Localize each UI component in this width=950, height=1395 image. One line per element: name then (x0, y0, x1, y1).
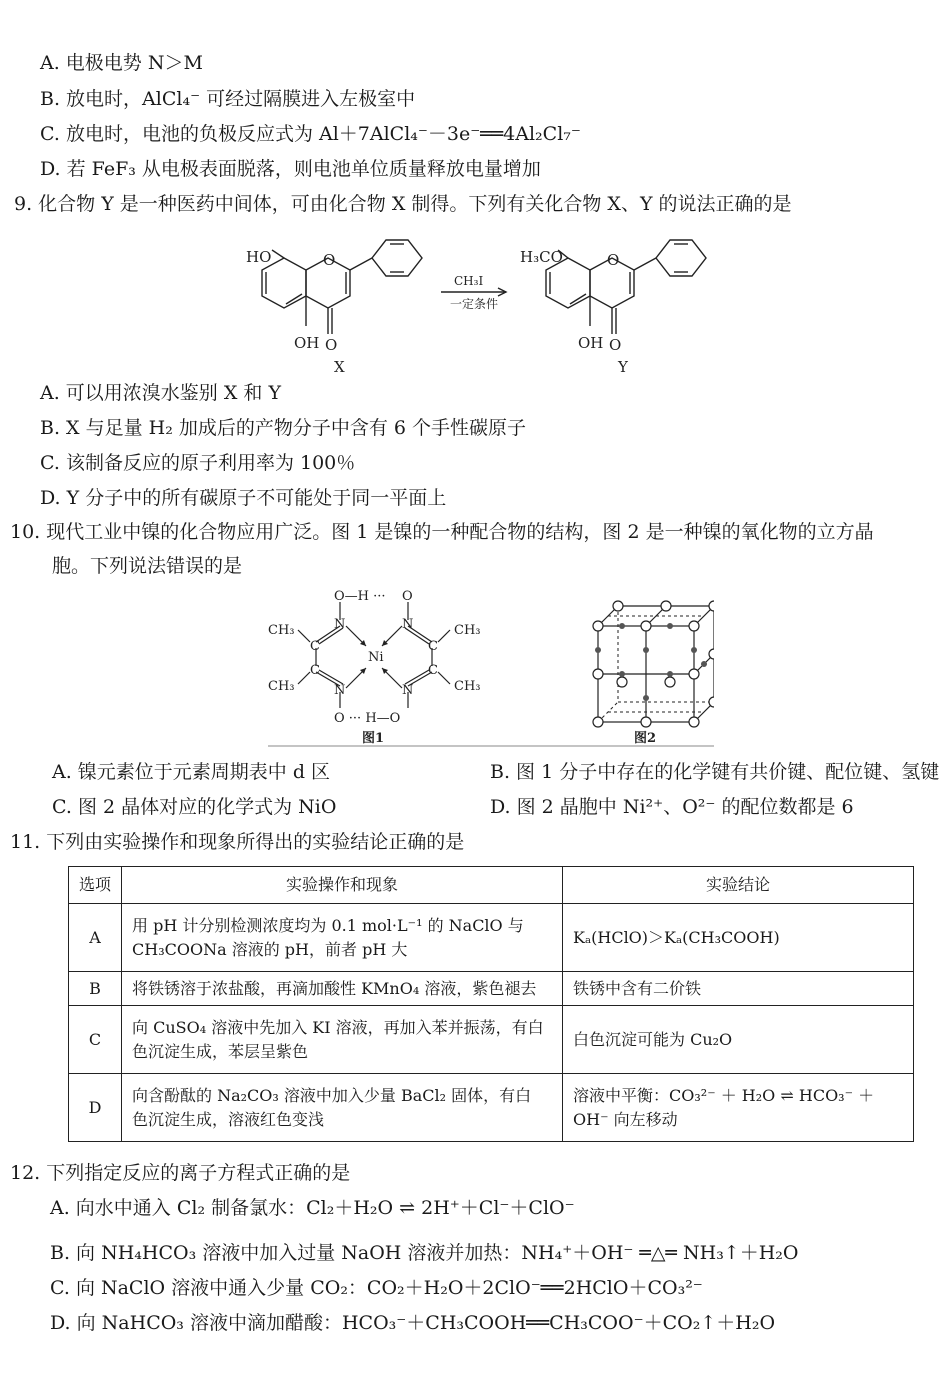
fig1-methyl-bl: CH₃ (268, 679, 295, 694)
reagent-bottom: 一定条件 (450, 297, 499, 311)
row-key: D (69, 1074, 122, 1142)
row-operation-line: 色沉淀生成，苯层呈紫色 (132, 1041, 309, 1061)
q8-option-b: B. 放电时，AlCl₄⁻ 可经过隔膜进入左极室中 (40, 88, 416, 110)
q10-option-a: A. 镍元素位于元素周期表中 d 区 (52, 761, 331, 783)
q10-option-b: B. 图 1 分子中存在的化学键有共价键、配位键、氢键 (490, 761, 940, 783)
compound-x-label: X (334, 358, 345, 376)
q10-figures (268, 586, 714, 748)
fig1-nitrogen-br: N (402, 683, 414, 698)
q9-stem: 9. 化合物 Y 是一种医药中间体，可由化合物 X 制得。下列有关化合物 X、Y 的说法正确的是 (14, 193, 792, 215)
row-conclusion (563, 904, 914, 972)
fig1-carbon-br: C (428, 663, 438, 678)
q10-stem-line2: 胞。下列说法错误的是 (52, 555, 243, 577)
q9-option-d: D. Y 分子中的所有碳原子不可能处于同一平面上 (40, 487, 447, 509)
q12-stem: 12. 下列指定反应的离子方程式正确的是 (10, 1162, 351, 1184)
row-conclusion (563, 972, 914, 1006)
row-operation-line: 向 CuSO₄ 溶液中先加入 KI 溶液，再加入苯并振荡，有白 (132, 1017, 544, 1037)
fig1-nickel: Ni (368, 650, 384, 665)
row-conclusion-line: 铁锈中含有二价铁 (573, 978, 702, 998)
y-hydroxyl-label: OH (578, 334, 604, 352)
q12-option-d: D. 向 NaHCO₃ 溶液中滴加醋酸：HCO₃⁻＋CH₃COOH══CH₃COO⁻＋CO₂↑＋H₂O (50, 1312, 776, 1334)
row-key: B (69, 972, 122, 1006)
table-row (69, 972, 914, 1006)
row-conclusion (563, 1074, 914, 1142)
row-operation (122, 904, 563, 972)
header-operation: 实验操作和现象 (122, 867, 563, 904)
q8-option-d: D. 若 FeF₃ 从电极表面脱落，则电池单位质量释放电量增加 (40, 158, 541, 180)
row-operation-line: 用 pH 计分别检测浓度均为 0.1 mol·L⁻¹ 的 NaClO 与 (132, 915, 524, 935)
q9-reaction-figure (236, 230, 736, 378)
row-key: A (69, 904, 122, 972)
fig1-methyl-br: CH₃ (454, 679, 481, 694)
row-conclusion-line: 白色沉淀可能为 Cu₂O (573, 1029, 733, 1049)
reagent-top: CH₃I (454, 274, 484, 288)
q12-option-c: C. 向 NaClO 溶液中通入少量 CO₂：CO₂＋H₂O＋2ClO⁻══2HClO＋CO₃²⁻ (50, 1277, 703, 1299)
q11-stem: 11. 下列由实验操作和现象所得出的实验结论正确的是 (10, 831, 465, 853)
row-key: C (69, 1006, 122, 1074)
y-ring-oxygen: O (607, 251, 620, 269)
header-option: 选项 (69, 867, 122, 904)
q9-option-b: B. X 与足量 H₂ 加成后的产物分子中含有 6 个手性碳原子 (40, 417, 527, 439)
q9-option-c: C. 该制备反应的原子利用率为 100％ (40, 452, 356, 474)
fig1-methyl-tl: CH₃ (268, 623, 295, 638)
y-substituent-label: H₃CO (520, 248, 563, 266)
row-conclusion (563, 1006, 914, 1074)
fig1-oh-top: O—H ··· (334, 589, 386, 604)
row-operation (122, 1074, 563, 1142)
q8-option-c: C. 放电时，电池的负极反应式为 Al＋7AlCl₄⁻－3e⁻══4Al₂Cl₇⁻ (40, 123, 581, 145)
q12-option-b: B. 向 NH₄HCO₃ 溶液中加入过量 NaOH 溶液并加热：NH₄⁺＋OH⁻ ═△═ NH₃↑＋H₂O (50, 1242, 799, 1264)
row-operation (122, 1006, 563, 1074)
x-substituent-label: HO (246, 248, 272, 266)
fig1-methyl-tr: CH₃ (454, 623, 481, 638)
row-operation-line: 向含酚酞的 Na₂CO₃ 溶液中加入少量 BaCl₂ 固体，有白 (132, 1085, 532, 1105)
q10-option-d: D. 图 2 晶胞中 Ni²⁺、O²⁻ 的配位数都是 6 (490, 796, 854, 818)
header-conclusion: 实验结论 (563, 867, 914, 904)
table-row (69, 904, 914, 972)
compound-y-label: Y (618, 358, 628, 376)
fig1-carbon-tr: C (428, 639, 438, 654)
fig1-caption: 图1 (362, 731, 385, 746)
q8-option-a: A. 电极电势 N＞M (40, 52, 203, 74)
fig2-caption: 图2 (634, 731, 657, 746)
fig1-carbon-bl: C (310, 663, 320, 678)
q11-table (68, 866, 914, 1142)
row-conclusion-line: OH⁻ 向左移动 (573, 1109, 678, 1129)
row-operation-line: CH₃COONa 溶液的 pH，前者 pH 大 (132, 939, 408, 959)
table-header-row (69, 867, 914, 904)
q12-option-a: A. 向水中通入 Cl₂ 制备氯水：Cl₂＋H₂O ⇌ 2H⁺＋Cl⁻＋ClO⁻ (50, 1197, 575, 1219)
fig1-oxygen-tr: O (402, 589, 413, 604)
row-conclusion-line: Kₐ(HClO)＞Kₐ(CH₃COOH) (573, 927, 780, 947)
q9-option-a: A. 可以用浓溴水鉴别 X 和 Y (40, 382, 281, 404)
q10-option-c: C. 图 2 晶体对应的化学式为 NiO (52, 796, 337, 818)
y-carbonyl-oxygen: O (609, 336, 622, 354)
x-carbonyl-oxygen: O (325, 336, 338, 354)
row-operation-line: 色沉淀生成，溶液红色变浅 (132, 1109, 325, 1129)
x-hydroxyl-label: OH (294, 334, 320, 352)
fig1-o-bottom: O ··· H—O (334, 711, 401, 726)
fig1-nitrogen-tl: N (334, 617, 346, 632)
table-row (69, 1074, 914, 1142)
fig1-nitrogen-bl: N (334, 683, 346, 698)
fig1-carbon-tl: C (310, 639, 320, 654)
row-operation (122, 972, 563, 1006)
row-conclusion-line: 溶液中平衡：CO₃²⁻ ＋ H₂O ⇌ HCO₃⁻ ＋ (573, 1085, 875, 1105)
x-ring-oxygen: O (323, 251, 336, 269)
q10-stem-line1: 10. 现代工业中镍的化合物应用广泛。图 1 是镍的一种配合物的结构，图 2 是一种镍的氧化物的立方晶 (10, 521, 874, 543)
table-row (69, 1006, 914, 1074)
fig1-nitrogen-tr: N (402, 617, 414, 632)
row-operation-line: 将铁锈溶于浓盐酸，再滴加酸性 KMnO₄ 溶液，紫色褪去 (132, 978, 537, 998)
